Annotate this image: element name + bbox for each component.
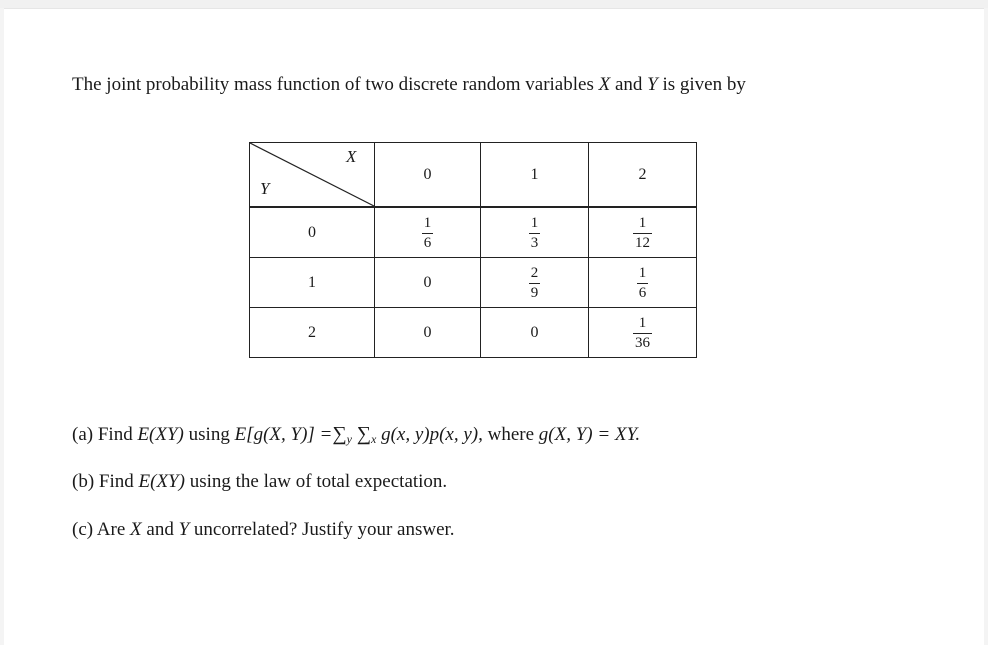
- question-c-are: Are: [96, 519, 126, 540]
- pmf-cell: [375, 208, 481, 258]
- problem-intro: [72, 74, 746, 96]
- fraction: [637, 266, 649, 301]
- numerator: 1: [423, 215, 432, 231]
- question-a-label: (a): [72, 424, 94, 445]
- denominator: 6: [638, 285, 647, 301]
- formula-lhs: E[g(X, Y)] =: [234, 424, 333, 445]
- question-b-label: (b): [72, 471, 95, 492]
- numerator: 1: [638, 315, 647, 331]
- pmf-cell: [589, 208, 697, 258]
- intro-var-x: X: [598, 74, 611, 95]
- intro-text-before: The joint probability mass function of two discrete random variables: [72, 74, 594, 95]
- intro-text-after: is given by: [662, 74, 746, 95]
- pmf-cell: 0: [375, 308, 481, 358]
- numerator: 2: [530, 265, 539, 281]
- fraction: [529, 266, 541, 301]
- question-b-expr: E(XY): [138, 471, 185, 492]
- sum-sub-x: x: [370, 432, 377, 446]
- intro-var-y: Y: [647, 74, 658, 95]
- fraction: [633, 316, 652, 351]
- sum-symbol-x: ∑: [356, 423, 371, 445]
- numerator: 1: [638, 215, 647, 231]
- top-edge: [0, 0, 988, 9]
- denominator: 6: [423, 235, 432, 251]
- denominator: 36: [635, 335, 650, 351]
- question-a-expr: E(XY): [137, 424, 184, 445]
- pmf-cell: [589, 258, 697, 308]
- joint-pmf-table: [249, 142, 697, 358]
- y-label-0: 0: [250, 208, 375, 258]
- sum-symbol-y: ∑: [332, 423, 347, 445]
- x-header-0: 0: [375, 143, 481, 207]
- left-edge: [0, 8, 4, 645]
- pmf-cell: [481, 208, 589, 258]
- intro-and: and: [614, 74, 643, 95]
- x-header-2: 2: [589, 143, 697, 207]
- fraction: [529, 216, 541, 251]
- question-b-rest: using the law of total expectation.: [189, 471, 448, 492]
- question-c-label: (c): [72, 519, 94, 540]
- fraction: [633, 216, 652, 251]
- y-label-2: 2: [250, 308, 375, 358]
- denominator: 3: [530, 235, 539, 251]
- y-label-1: 1: [250, 258, 375, 308]
- right-edge: [984, 8, 988, 645]
- question-c-rest: uncorrelated? Justify your answer.: [193, 519, 455, 540]
- question-b-find: Find: [98, 471, 134, 492]
- question-c-x: X: [130, 519, 142, 540]
- formula-rhs: g(x, y)p(x, y),: [381, 424, 483, 445]
- denominator: 9: [530, 285, 539, 301]
- numerator: 1: [638, 265, 647, 281]
- question-b: [72, 471, 447, 493]
- table-row: [250, 208, 697, 258]
- question-c-and: and: [146, 519, 174, 540]
- table-row: [250, 308, 697, 358]
- question-a-find: Find: [97, 424, 133, 445]
- question-c-y: Y: [178, 519, 190, 540]
- question-a-using: using: [188, 424, 230, 445]
- x-header-1: 1: [481, 143, 589, 207]
- table-row: [250, 258, 697, 308]
- pmf-cell: [589, 308, 697, 358]
- question-a: [72, 423, 640, 447]
- numerator: 1: [530, 215, 539, 231]
- question-a-where: where: [487, 424, 535, 445]
- g-definition: g(X, Y) = XY.: [538, 424, 641, 445]
- table-corner-cell: [250, 143, 375, 207]
- corner-y-label: Y: [260, 179, 270, 198]
- pmf-cell: 0: [375, 258, 481, 308]
- question-c: [72, 519, 455, 541]
- pmf-cell: [481, 258, 589, 308]
- corner-x-label: X: [346, 147, 357, 166]
- fraction: [422, 216, 434, 251]
- sum-sub-y: y: [346, 432, 352, 446]
- pmf-cell: 0: [481, 308, 589, 358]
- denominator: 12: [635, 235, 650, 251]
